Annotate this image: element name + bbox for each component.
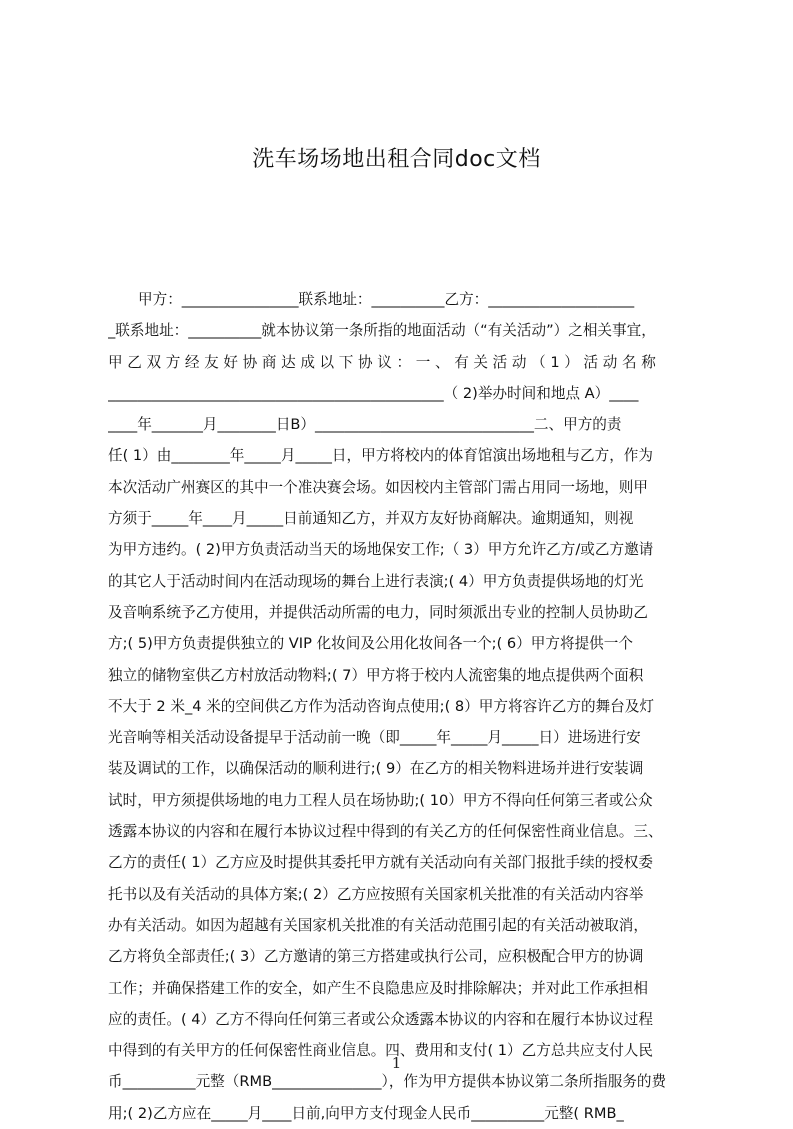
page-number: 1 [391, 1054, 402, 1072]
body-line: 独立的储物室供乙方村放活动物料;( 7）甲方将于校内人流密集的地点提供两个面积 [108, 666, 644, 684]
document-body [108, 284, 700, 1129]
body-line: 工作；并确保搭建工作的安全，如产生不良隐患应及时排除解决；并对此工作承担相 [108, 979, 648, 997]
body-line: 的其它人于活动时间内在活动现场的舞台上进行表演;( 4）甲方负责提供场地的灯光 [108, 572, 644, 590]
body-line: 方;( 5)甲方负责提供独立的 VIP 化妆间及公用化妆间各一个;( 6）甲方将提供一个 [108, 635, 633, 653]
body-line: 试时，甲方须提供场地的电力工程人员在场协助;( 10）甲方不得向任何第三者或公众 [108, 791, 653, 809]
body-line: 甲 乙 双 方 经 友 好 协 商 达 成 以 下 协 议 ： 一 、 有 关 活 动 （ 1 ） 活 动 名 称 [108, 353, 656, 371]
body-line: 中得到的有关甲方的任何保密性商业信息。四、费用和支付( 1）乙方总共应支付人民 [108, 1042, 653, 1060]
body-line: 应的责任。( 4）乙方不得向任何第三者或公众透露本协议的内容和在履行本协议过程 [108, 1010, 653, 1028]
body-line: ______________________________________________（ 2)举办时间和地点 A）____ [108, 384, 639, 402]
body-line: 透露本协议的内容和在履行本协议过程中得到的有关乙方的任何保密性商业信息。三、 [108, 823, 663, 841]
body-line: 本次活动广州赛区的其中一个准决赛会场。如因校内主管部门需占用同一场地，则甲 [108, 478, 648, 496]
body-line: 光音响等相关活动设备提早于活动前一晚（即_____年_____月_____日）进场进行安 [108, 729, 641, 747]
body-line: 办有关活动。如因为超越有关国家机关批准的有关活动范围引起的有关活动被取消， [108, 916, 648, 934]
body-line: 乙方将负全部责任;( 3）乙方邀请的第三方搭建或执行公司，应积极配合甲方的协调 [108, 948, 644, 966]
body-line: ____年_______月________日B）______________________________二、甲方的责 [108, 416, 622, 434]
body-line: 乙方的责任( 1）乙方应及时提供其委托甲方就有关活动向有关部门报批手续的授权委 [108, 854, 653, 872]
body-line: 装及调试的工作，以确保活动的顺利进行;( 9）在乙方的相关物料进场并进行安装调 [108, 760, 644, 778]
body-line: 为甲方违约。( 2)甲方负责活动当天的场地保安工作;（ 3）甲方允许乙方/或乙方邀请 [108, 541, 654, 559]
body-line: 任( 1）由________年_____月_____日，甲方将校内的体育馆演出场地租与乙方，作为 [108, 447, 653, 465]
body-line: 及音响系统予乙方使用，并提供活动所需的电力，同时须派出专业的控制人员协助乙 [108, 603, 648, 621]
body-line: _联系地址：__________就本协议第一条所指的地面活动（“有关活动”）之相关事宜， [108, 322, 656, 340]
document-title: 洗车场场地出租合同doc文档 [252, 147, 541, 172]
body-line: 托书以及有关活动的具体方案;( 2）乙方应按照有关国家机关批准的有关活动内容举 [108, 885, 644, 903]
body-line: 甲方：________________联系地址：__________乙方：____________________ [138, 291, 635, 308]
body-line: 用;( 2)乙方应在_____月____日前,向甲方支付现金人民币__________元整( RMB_ [108, 1104, 624, 1122]
body-line: 方须于_____年____月_____日前通知乙方，并双方友好协商解决。逾期通知，则视 [108, 510, 634, 528]
body-line: 不大于 2 米_4 米的空间供乙方作为活动咨询点使用;( 8）甲方将容许乙方的舞台及灯 [108, 697, 654, 715]
body-line: 币__________元整（RMB_______________），作为甲方提供本协议第二条所指服务的费 [108, 1073, 667, 1091]
